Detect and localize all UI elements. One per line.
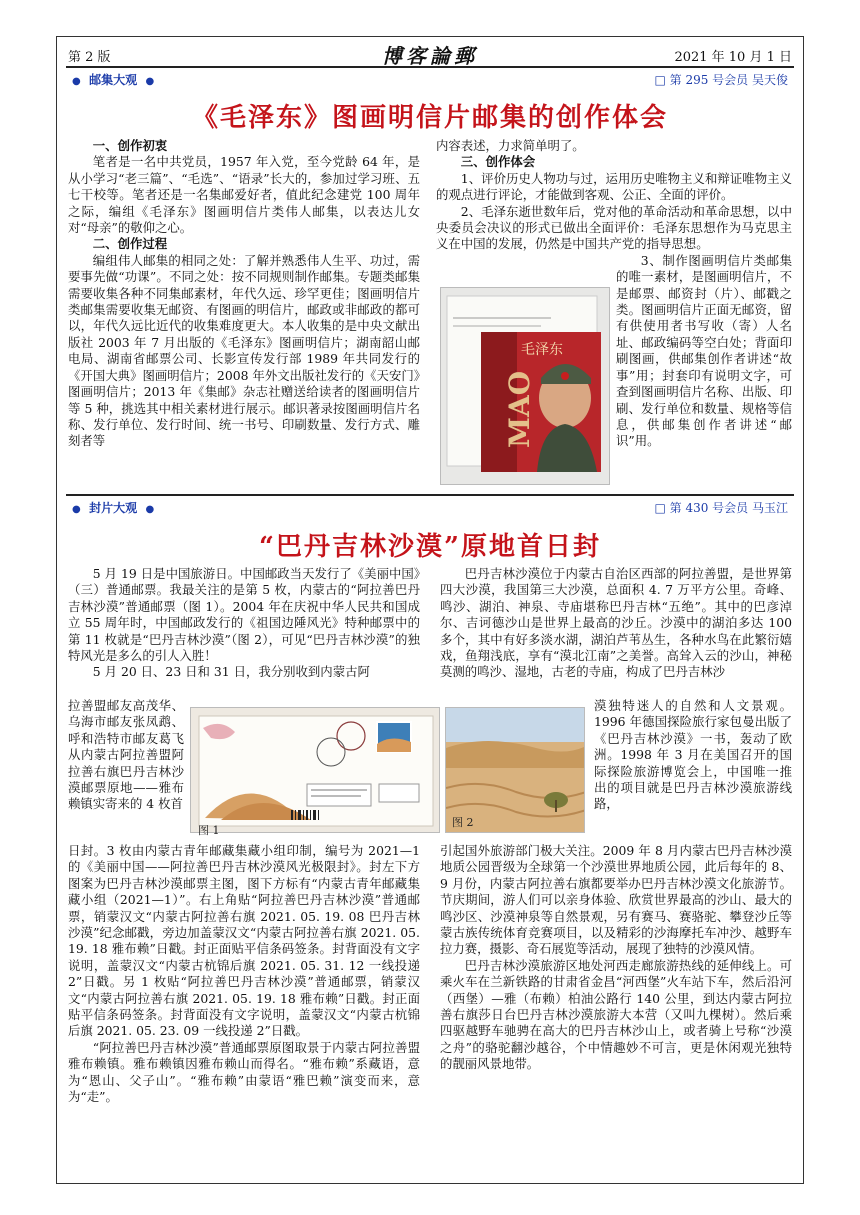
paragraph: “阿拉善巴丹吉林沙漠”普通邮票原图取景于内蒙古阿拉善盟雅布赖镇。雅布赖镇因雅布赖山而得名。“雅布赖”系藏语，意为“恩山、父子山”。“雅布赖”由蒙语“雅巴赖”演变而来，意为“走”。 <box>68 1039 420 1105</box>
paragraph: 3、制作图画明信片类邮集的唯一素材，是图画明信片，不是邮票、邮资封（片）、邮戳之类。图画明信片正面无邮资，留有供使用者书写收（寄）人名址、邮政编码等空白处；背面印刷图画，供邮集创作者讲述“故事”用；封套印有说明文字，可查到图画明信片名称、出版、印刷、发行单位和数量、规格等信息，供邮集创作者讲述“邮识”用。 <box>616 252 792 449</box>
section1-column-name: ● 邮集大观 ● <box>72 73 155 87</box>
section1-author: □ 第 295 号会员 吴天俊 <box>654 73 788 87</box>
page-header <box>66 40 794 66</box>
paragraph: 2、毛泽东逝世数年后，党对他的革命活动和革命思想，以中央委员会决议的形式已做出全面评价：毛泽东思想作为马克思主义在中国的发展，仍然是中国共产党的指导思想。 <box>436 203 792 252</box>
paragraph: 5 月 19 日是中国旅游日。中国邮政当天发行了《美丽中国》（三）普通邮票。我最关注的是第 5 枚，内蒙古的“阿拉善巴丹吉林沙漠”普通邮票（图 1）。2004 年在庆祝中华人民共和国成立 55 周年时，中国邮政发行的《祖国边陲风光》特种邮票中的第 11 枚就是“巴丹吉林沙漠”（图 2），可见“巴丹吉林沙漠”的独特风光是多么的引人入胜！ <box>68 566 420 664</box>
paragraph: 笔者是一名中共党员，1957 年入党，至今党龄 64 年，是从小学习“老三篇”、“毛选”、“语录”长大的，参加过学习班、五七干校等。笔者还是一名集邮爱好者，值此纪念建党 100 周年之际，编组《毛泽东》图画明信片类伟人邮集，以表达儿女对“母亲”的敬仰之心。 <box>68 154 420 236</box>
cover-illustration <box>191 708 440 833</box>
section1-title: 《毛泽东》图画明信片邮集的创作体会 <box>191 103 668 133</box>
book-photo <box>440 287 610 485</box>
section-divider <box>66 494 794 496</box>
section-heading: 一、创作初衷 <box>92 138 168 153</box>
section2-right-upper <box>440 566 792 681</box>
section2-left-upper <box>68 566 420 681</box>
bullet-icon: ● <box>72 504 81 515</box>
book-title-text: 毛泽东 <box>521 342 563 358</box>
paragraph: 1、评价历史人物功与过，运用历史唯物主义和辩证唯物主义的观点进行评论，才能做到客观、公正、全面的评价。 <box>436 170 792 203</box>
book-cover-illustration <box>441 288 610 485</box>
paragraph: 5 月 20 日、23 日和 31 日，我分别收到内蒙古阿 <box>92 664 370 680</box>
section2-column-bar <box>66 498 794 516</box>
section2-title: “巴丹吉林沙漠”原地首日封 <box>259 532 601 562</box>
section2-right-lower <box>440 843 792 1073</box>
figure-1-caption: 图 1 <box>198 824 220 837</box>
section2-author: □ 第 430 号会员 马玉江 <box>654 501 788 515</box>
paragraph: 引起国外旅游部门极大关注。2009 年 8 月内蒙古巴丹吉林沙漠地质公园晋级为全球第一个沙漠世界地质公园，此后每年的 8、9 月份，内蒙古阿拉善右旗都要举办巴丹吉林沙漠文化旅游节。节庆期间，游人们可以亲身体验、欣赏世界最高的沙山、最大的鸣沙区、沙漠神泉等自然景观，另有赛马、赛骆驼、攀登沙丘等蒙古族传统体育竞赛项目，以及精彩的沙海摩托车冲沙、越野车拉力赛，摄影、奇石展览等活动，展现了独特的沙漠风情。 <box>440 843 792 957</box>
paragraph: 日封。3 枚由内蒙古青年邮藏集藏小组印制，编号为 2021—1 的《美丽中国——阿拉善巴丹吉林沙漠风光极限封》。封左下方图案为巴丹吉林沙漠邮票主图，图下方标有“内蒙古青年邮藏集藏小组（2021—1）”。右上角贴“阿拉善巴丹吉林沙漠”普通邮票，销蒙汉文“内蒙古阿拉善右旗 2021. 05. 19. 08 巴丹吉林沙漠”纪念邮戳，旁边加盖蒙汉文“内蒙古阿拉善右旗 2021. 05. 19. 18 雅布赖”日戳。封正面贴平信条码签条。封背面没有文字说明，盖蒙汉文“内蒙古杭锦后旗 2021. 05. 31. 12 一线投递 2”日戳。另 1 枚贴“阿拉善巴丹吉林沙漠”普通邮票，销蒙汉文“内蒙古阿拉善右旗 2021. 05. 19. 18 雅布赖”日戳。封正面贴平信条码签条。封背面没有文字说明，盖蒙汉文“内蒙古杭锦后旗 2021. 05. 23. 09 一线投递 2”日戳。 <box>68 843 420 1039</box>
section-heading: 二、创作过程 <box>92 236 168 252</box>
book-spine-text: MAO <box>503 370 536 448</box>
section2-left-lower <box>68 843 420 1106</box>
paragraph: 巴丹吉林沙漠位于内蒙古自治区西部的阿拉善盟，是世界第四大沙漠，我国第三大沙漠，总面积 4. 7 万平方公里。奇峰、鸣沙、湖泊、神泉、寺庙堪称巴丹吉林“五绝”。其中的巴彦淖尔、吉诃德沙山是世界上最高的沙丘。沙漠中的湖泊多达 100 多个，其中有好多淡水湖，湖泊芦苇丛生，各种水鸟在此繁衍嬉戏，鱼翔浅底，享有“漠北江南”之美誉。高耸入云的沙山，神秘莫测的鸣沙、湿地，古老的寺庙，构成了巴丹吉林沙 <box>440 566 792 680</box>
bullet-icon: ● <box>145 76 155 87</box>
section1-left-column <box>68 138 420 450</box>
masthead: 博客論郵 <box>382 44 478 68</box>
header-rule <box>66 66 794 68</box>
bullet-icon: ● <box>145 504 155 515</box>
paragraph: 内容表述，力求简单明了。 <box>436 138 585 153</box>
section2-column-name: ● 封片大观 ● <box>72 501 155 515</box>
paragraph-beside-photo <box>616 253 792 450</box>
figure-1-cover <box>190 707 440 833</box>
paragraph: 巴丹吉林沙漠旅游区地处河西走廊旅游热线的延伸线上。可乘火车在兰新铁路的甘肃省金昌“河西堡”火车站下车，然后沿河（西堡）—雅（布赖）柏油公路行 140 公里，到达内蒙古阿拉善右旗莎日台巴丹吉林沙漠旅游大本营（又叫九棵树）。然后乘四驱越野车驰骋在高大的巴丹吉林沙山上，或者骑上号称“沙漠之舟”的骆驼翻沙越谷，个中情趣妙不可言，更是休闲观光独特的靓丽风景地带。 <box>440 957 792 1072</box>
paragraph: 漠独特迷人的自然和人文景观。1996 年德国探险旅行家包曼出版了《巴丹吉林沙漠》一书，轰动了欧洲。1998 年 3 月在美国召开的国际探险旅游博览会上，中国唯一推出的项目就是巴丹吉林沙漠旅游线路， <box>594 698 792 812</box>
section1-column-bar <box>66 70 794 88</box>
section2-left-wrap <box>68 698 184 813</box>
paragraph: 编组伟人邮集的相同之处：了解并熟悉伟人生平、功过，需要事先做“功课”。不同之处：按不同规则制作邮集。专题类邮集需要收集各种不同集邮素材，年代久远、珍罕更佳；图画明信片类邮集需要收集无邮资、有图画的明信片，邮政或非邮政的都可以，年代久远比近代的收集难度更大。本人收集的是中央文献出版社 2003 年 7 月出版的《毛泽东》图画明信片；湖南韶山邮电局、湖南省邮票公司、长影宣传发行部 1989 年共同发行的《开国大典》图画明信片；2008 年外文出版社发行的《天安门》图画明信片；2013 年《集邮》杂志社赠送给读者的图画明信片等 5 种，挑选其中相关素材进行展示。邮识著录按图画明信片名称、发行单位、发行时间、统一书号、印刷数量、发行方式、雕刻者等 <box>68 252 420 449</box>
paragraph: 拉善盟邮友高茂华、乌海市邮友张凤鹉、呼和浩特市邮友葛飞从内蒙古阿拉善盟阿拉善右旗巴丹吉林沙漠邮票原地——雅布赖镇实寄来的 4 枚首 <box>68 698 184 812</box>
figure-2-caption: 图 2 <box>452 816 474 829</box>
edition-label: 第 2 版 <box>68 50 111 65</box>
issue-date: 2021 年 10 月 1 日 <box>674 50 792 65</box>
section2-right-wrap <box>594 698 792 813</box>
section-heading: 三、创作体会 <box>460 154 536 170</box>
bullet-icon: ● <box>72 76 81 87</box>
